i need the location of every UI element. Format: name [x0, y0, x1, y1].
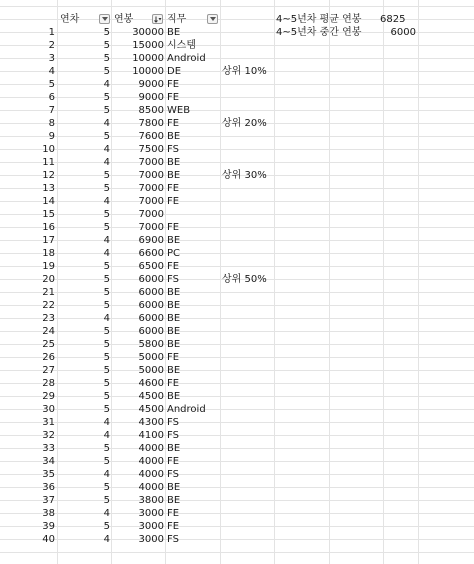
percentile-cell[interactable]	[222, 52, 274, 65]
table-row	[0, 416, 474, 429]
salary-cell[interactable]: 7600	[138, 131, 164, 142]
table-row	[0, 65, 474, 78]
role-cell[interactable]: FE	[167, 261, 180, 272]
salary-cell[interactable]: 6000	[138, 326, 164, 337]
year-cell[interactable]: 4	[103, 235, 110, 246]
salary-cell[interactable]: 6000	[138, 313, 164, 324]
year-cell[interactable]: 5	[103, 105, 110, 116]
percentile-cell[interactable]	[222, 533, 274, 546]
role-cell[interactable]: DE	[167, 66, 182, 77]
row-index[interactable]: 21	[42, 287, 55, 298]
percentile-cell[interactable]	[222, 338, 274, 351]
row-index[interactable]: 5	[48, 79, 55, 90]
dropdown-triangle-icon[interactable]	[207, 14, 218, 24]
salary-cell[interactable]: 6000	[138, 274, 164, 285]
row-index[interactable]: 15	[42, 209, 55, 220]
year-cell[interactable]: 5	[103, 352, 110, 363]
summary-average-label: 4~5년차 평균 연봉	[276, 14, 362, 25]
year-cell[interactable]: 4	[103, 248, 110, 259]
percentile-cell[interactable]	[222, 351, 274, 364]
salary-cell[interactable]: 30000	[132, 27, 164, 38]
table-row	[0, 169, 474, 182]
role-cell[interactable]: FS	[167, 417, 179, 428]
salary-cell[interactable]: 7000	[138, 157, 164, 168]
percentile-cell[interactable]: 상위 50%	[222, 274, 267, 285]
year-cell[interactable]: 5	[103, 456, 110, 467]
percentile-cell[interactable]	[222, 208, 274, 221]
percentile-cell[interactable]	[222, 221, 274, 234]
percentile-cell[interactable]	[222, 91, 274, 104]
percentile-cell[interactable]	[222, 494, 274, 507]
year-cell[interactable]: 5	[103, 300, 110, 311]
row-index[interactable]: 6	[48, 92, 55, 103]
table-row	[0, 273, 474, 286]
salary-cell[interactable]: 6000	[138, 287, 164, 298]
percentile-cell[interactable]	[222, 234, 274, 247]
table-row	[0, 143, 474, 156]
percentile-cell[interactable]	[222, 104, 274, 117]
table-row	[0, 117, 474, 130]
year-cell[interactable]: 4	[103, 144, 110, 155]
row-index[interactable]: 4	[48, 66, 55, 77]
role-cell[interactable]: FS	[167, 274, 179, 285]
row-index[interactable]: 13	[42, 183, 55, 194]
role-cell[interactable]: WEB	[167, 105, 191, 116]
role-cell[interactable]: PC	[167, 248, 181, 259]
row-index[interactable]: 34	[42, 456, 55, 467]
salary-cell[interactable]: 10000	[132, 66, 164, 77]
row-index[interactable]: 33	[42, 443, 55, 454]
percentile-cell[interactable]	[222, 455, 274, 468]
row-index[interactable]: 32	[42, 430, 55, 441]
role-cell[interactable]: 시스템	[167, 40, 196, 51]
table-row	[0, 377, 474, 390]
role-cell[interactable]: FE	[167, 521, 180, 532]
salary-cell[interactable]: 3000	[138, 521, 164, 532]
table-row	[0, 364, 474, 377]
year-cell[interactable]: 5	[103, 183, 110, 194]
table-row	[0, 338, 474, 351]
year-cell[interactable]: 5	[103, 274, 110, 285]
role-cell[interactable]: BE	[167, 313, 181, 324]
salary-cell[interactable]: 8500	[138, 105, 164, 116]
year-cell[interactable]: 4	[103, 469, 110, 480]
table-row	[0, 351, 474, 364]
row-index[interactable]: 18	[42, 248, 55, 259]
year-cell[interactable]: 5	[103, 391, 110, 402]
header-role[interactable]: 직무	[167, 14, 187, 25]
row-index[interactable]: 1	[48, 27, 55, 38]
year-cell[interactable]: 4	[103, 196, 110, 207]
row-index[interactable]: 9	[48, 131, 55, 142]
row-index[interactable]: 22	[42, 300, 55, 311]
percentile-cell[interactable]	[222, 390, 274, 403]
row-index[interactable]: 17	[42, 235, 55, 246]
row-index[interactable]: 26	[42, 352, 55, 363]
table-row	[0, 455, 474, 468]
row-index[interactable]: 8	[48, 118, 55, 129]
role-cell[interactable]: FS	[167, 144, 179, 155]
row-index[interactable]: 3	[48, 53, 55, 64]
role-cell[interactable]: BE	[167, 235, 181, 246]
salary-cell[interactable]: 10000	[132, 53, 164, 64]
table-row	[0, 299, 474, 312]
salary-cell[interactable]: 4000	[138, 469, 164, 480]
role-cell[interactable]: FE	[167, 508, 180, 519]
year-cell[interactable]: 5	[103, 131, 110, 142]
percentile-cell[interactable]	[222, 78, 274, 91]
year-cell[interactable]: 5	[103, 339, 110, 350]
year-cell[interactable]: 5	[103, 521, 110, 532]
row-index[interactable]: 10	[42, 144, 55, 155]
salary-cell[interactable]: 6500	[138, 261, 164, 272]
header-year[interactable]: 연차	[60, 14, 80, 25]
salary-cell[interactable]: 7000	[138, 170, 164, 181]
salary-cell[interactable]: 9000	[138, 79, 164, 90]
role-cell[interactable]: FS	[167, 469, 179, 480]
salary-cell[interactable]: 4000	[138, 443, 164, 454]
table-row	[0, 156, 474, 169]
table-row	[0, 533, 474, 546]
header-salary[interactable]: 연봉	[114, 14, 134, 25]
year-cell[interactable]: 4	[103, 508, 110, 519]
role-cell[interactable]: Android	[167, 404, 206, 415]
header-row	[0, 13, 474, 26]
table-row	[0, 468, 474, 481]
table-row	[0, 286, 474, 299]
role-cell[interactable]: FE	[167, 222, 180, 233]
year-cell[interactable]: 5	[103, 495, 110, 506]
row-index[interactable]: 16	[42, 222, 55, 233]
table-row	[0, 429, 474, 442]
role-cell[interactable]: BE	[167, 495, 181, 506]
salary-cell[interactable]: 4300	[138, 417, 164, 428]
row-index[interactable]: 14	[42, 196, 55, 207]
year-cell[interactable]: 4	[103, 534, 110, 545]
role-cell[interactable]: FE	[167, 183, 180, 194]
role-cell[interactable]: BE	[167, 326, 181, 337]
salary-cell[interactable]: 4100	[138, 430, 164, 441]
table-row	[0, 104, 474, 117]
sort-descending-icon[interactable]	[152, 14, 163, 24]
year-cell[interactable]: 5	[103, 287, 110, 298]
year-cell[interactable]: 5	[103, 365, 110, 376]
percentile-cell[interactable]	[222, 143, 274, 156]
salary-cell[interactable]: 7000	[138, 222, 164, 233]
salary-cell[interactable]: 5000	[138, 352, 164, 363]
percentile-cell[interactable]	[222, 312, 274, 325]
year-cell[interactable]: 4	[103, 118, 110, 129]
row-index[interactable]: 12	[42, 170, 55, 181]
table-row	[0, 52, 474, 65]
role-cell[interactable]: FS	[167, 534, 179, 545]
percentile-cell[interactable]	[222, 416, 274, 429]
table-row	[0, 260, 474, 273]
salary-cell[interactable]: 6600	[138, 248, 164, 259]
table-row	[0, 91, 474, 104]
row-index[interactable]: 27	[42, 365, 55, 376]
salary-cell[interactable]: 3800	[138, 495, 164, 506]
salary-cell[interactable]: 7000	[138, 209, 164, 220]
salary-cell[interactable]: 7000	[138, 183, 164, 194]
salary-cell[interactable]: 5800	[138, 339, 164, 350]
year-cell[interactable]: 5	[103, 66, 110, 77]
role-cell[interactable]: BE	[167, 287, 181, 298]
salary-cell[interactable]: 9000	[138, 92, 164, 103]
row-index[interactable]: 37	[42, 495, 55, 506]
year-cell[interactable]: 5	[103, 53, 110, 64]
salary-cell[interactable]: 7500	[138, 144, 164, 155]
salary-cell[interactable]: 4500	[138, 391, 164, 402]
percentile-cell[interactable]	[222, 182, 274, 195]
row-index[interactable]: 31	[42, 417, 55, 428]
salary-cell[interactable]: 3000	[138, 508, 164, 519]
summary-median-value[interactable]: 6000	[390, 27, 416, 38]
role-cell[interactable]: FE	[167, 118, 180, 129]
table-row	[0, 403, 474, 416]
year-cell[interactable]: 4	[103, 157, 110, 168]
table-row	[0, 520, 474, 533]
role-cell[interactable]: BE	[167, 391, 181, 402]
row-index[interactable]: 29	[42, 391, 55, 402]
salary-cell[interactable]: 4000	[138, 456, 164, 467]
salary-cell[interactable]: 4500	[138, 404, 164, 415]
table-row	[0, 130, 474, 143]
role-cell[interactable]: BE	[167, 300, 181, 311]
role-cell[interactable]: BE	[167, 443, 181, 454]
row-index[interactable]: 36	[42, 482, 55, 493]
role-cell[interactable]: BE	[167, 365, 181, 376]
year-cell[interactable]: 5	[103, 326, 110, 337]
salary-cell[interactable]: 3000	[138, 534, 164, 545]
role-cell[interactable]: BE	[167, 157, 181, 168]
percentile-cell[interactable]	[222, 507, 274, 520]
percentile-cell[interactable]	[222, 468, 274, 481]
role-cell[interactable]: FE	[167, 92, 180, 103]
percentile-cell[interactable]	[222, 247, 274, 260]
year-cell[interactable]: 5	[103, 378, 110, 389]
dropdown-triangle-icon[interactable]	[99, 14, 110, 24]
percentile-cell[interactable]: 상위 30%	[222, 170, 267, 181]
row-index[interactable]: 35	[42, 469, 55, 480]
table-row	[0, 325, 474, 338]
year-cell[interactable]: 4	[103, 79, 110, 90]
salary-cell[interactable]: 6000	[138, 300, 164, 311]
row-index[interactable]: 38	[42, 508, 55, 519]
role-cell[interactable]: BE	[167, 482, 181, 493]
year-cell[interactable]: 5	[103, 27, 110, 38]
percentile-cell[interactable]	[222, 26, 274, 39]
table-row	[0, 221, 474, 234]
role-cell[interactable]: FE	[167, 378, 180, 389]
role-cell[interactable]: FE	[167, 352, 180, 363]
role-cell[interactable]: FS	[167, 430, 179, 441]
percentile-cell[interactable]	[222, 260, 274, 273]
percentile-cell[interactable]	[222, 481, 274, 494]
row-index[interactable]: 2	[48, 40, 55, 51]
table-row	[0, 247, 474, 260]
row-index[interactable]: 39	[42, 521, 55, 532]
table-row	[0, 78, 474, 91]
percentile-cell[interactable]: 상위 20%	[222, 118, 267, 129]
row-index[interactable]: 40	[42, 534, 55, 545]
year-cell[interactable]: 5	[103, 482, 110, 493]
summary-average-value[interactable]: 6825	[380, 14, 406, 25]
summary-median-label: 4~5년차 중간 연봉	[276, 27, 362, 38]
row-index[interactable]: 23	[42, 313, 55, 324]
year-cell[interactable]: 5	[103, 443, 110, 454]
table-row	[0, 39, 474, 52]
table-row	[0, 507, 474, 520]
role-cell[interactable]: BE	[167, 339, 181, 350]
percentile-cell[interactable]	[222, 520, 274, 533]
role-cell[interactable]: FE	[167, 456, 180, 467]
table-row	[0, 234, 474, 247]
year-cell[interactable]: 5	[103, 261, 110, 272]
table-row	[0, 390, 474, 403]
row-index[interactable]: 19	[42, 261, 55, 272]
table-row	[0, 481, 474, 494]
role-cell[interactable]: FE	[167, 196, 180, 207]
table-row	[0, 26, 474, 39]
table-row	[0, 195, 474, 208]
salary-cell[interactable]: 6900	[138, 235, 164, 246]
year-cell[interactable]: 5	[103, 222, 110, 233]
percentile-cell[interactable]	[222, 299, 274, 312]
year-cell[interactable]: 4	[103, 430, 110, 441]
year-cell[interactable]: 5	[103, 92, 110, 103]
percentile-cell[interactable]	[222, 39, 274, 52]
year-cell[interactable]: 4	[103, 313, 110, 324]
percentile-cell[interactable]	[222, 403, 274, 416]
table-row	[0, 182, 474, 195]
year-cell[interactable]: 5	[103, 40, 110, 51]
role-cell[interactable]: Android	[167, 53, 206, 64]
percentile-cell[interactable]	[222, 286, 274, 299]
role-cell[interactable]	[167, 208, 219, 221]
percentile-cell[interactable]: 상위 10%	[222, 66, 267, 77]
row-index[interactable]: 24	[42, 326, 55, 337]
year-cell[interactable]: 5	[103, 404, 110, 415]
role-cell[interactable]: BE	[167, 131, 181, 142]
role-cell[interactable]: BE	[167, 27, 181, 38]
salary-cell[interactable]: 4000	[138, 482, 164, 493]
percentile-cell[interactable]	[222, 364, 274, 377]
salary-cell[interactable]: 4600	[138, 378, 164, 389]
salary-cell[interactable]: 7800	[138, 118, 164, 129]
row-index[interactable]: 20	[42, 274, 55, 285]
percentile-cell[interactable]	[222, 195, 274, 208]
percentile-cell[interactable]	[222, 429, 274, 442]
row-index[interactable]: 28	[42, 378, 55, 389]
salary-cell[interactable]: 15000	[132, 40, 164, 51]
table-row	[0, 494, 474, 507]
percentile-cell[interactable]	[222, 442, 274, 455]
salary-cell[interactable]: 5000	[138, 365, 164, 376]
percentile-cell[interactable]	[222, 156, 274, 169]
role-cell[interactable]: BE	[167, 170, 181, 181]
salary-cell[interactable]: 7000	[138, 196, 164, 207]
table-row	[0, 208, 474, 221]
year-cell[interactable]: 5	[103, 170, 110, 181]
row-index[interactable]: 11	[42, 157, 55, 168]
percentile-cell[interactable]	[222, 130, 274, 143]
percentile-cell[interactable]	[222, 377, 274, 390]
row-index[interactable]: 25	[42, 339, 55, 350]
year-cell[interactable]: 5	[103, 209, 110, 220]
table-row	[0, 312, 474, 325]
table-row	[0, 442, 474, 455]
row-index[interactable]: 7	[48, 105, 55, 116]
percentile-cell[interactable]	[222, 325, 274, 338]
year-cell[interactable]: 4	[103, 417, 110, 428]
row-index[interactable]: 30	[42, 404, 55, 415]
role-cell[interactable]: FE	[167, 79, 180, 90]
